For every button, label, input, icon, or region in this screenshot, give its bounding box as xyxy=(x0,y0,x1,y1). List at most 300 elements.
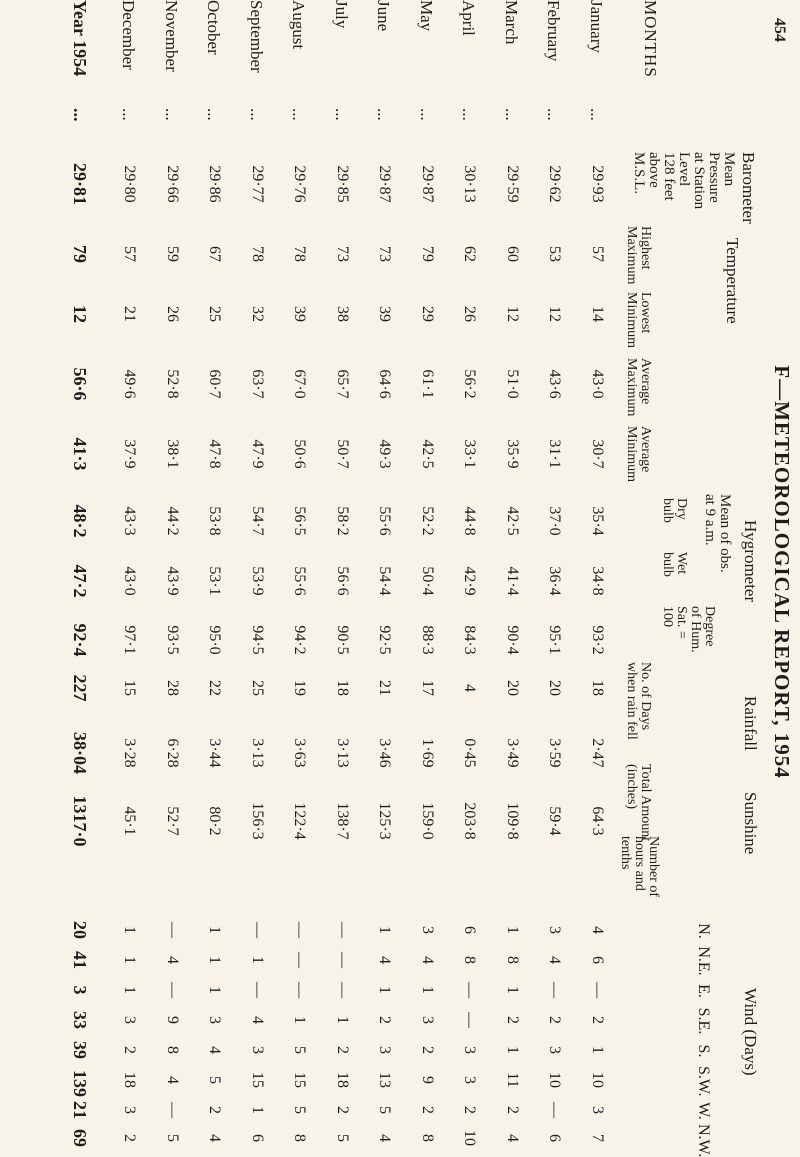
table-cell: 14 xyxy=(589,306,606,322)
table-cell: 4 xyxy=(546,956,564,964)
table-cell: 11 xyxy=(504,1072,521,1088)
table-cell: 30·7 xyxy=(589,439,606,469)
table-cell: 12 xyxy=(70,305,90,323)
table-cell: 122·4 xyxy=(291,802,309,840)
table-cell: 227 xyxy=(70,674,90,702)
table-cell: 10 xyxy=(589,1072,606,1088)
pressure-header xyxy=(631,152,736,209)
table-cell: 4 xyxy=(589,926,606,934)
table-cell: 32 xyxy=(249,306,266,322)
table-cell: 21 xyxy=(70,1101,90,1119)
table-cell: 51·0 xyxy=(504,369,521,399)
table-cell: 59 xyxy=(164,246,181,262)
month-text: May xyxy=(417,0,436,32)
leader-dots: ... xyxy=(162,108,181,121)
avg-min-header xyxy=(624,426,652,482)
table-cell: 53·1 xyxy=(206,566,224,596)
pressure-line: at Station xyxy=(691,152,707,210)
table-cell: 44·8 xyxy=(461,506,479,536)
table-cell: 1 xyxy=(504,986,521,994)
months-header: MONTHS xyxy=(641,0,660,78)
table-cell: 5 xyxy=(164,1134,181,1142)
table-cell: 3 xyxy=(70,985,90,995)
table-cell: 3 xyxy=(249,1046,266,1054)
leader-dots: ... xyxy=(289,108,309,121)
group-hygrometer: Hygrometer xyxy=(741,520,760,603)
header-line: when rain fell xyxy=(624,662,639,740)
table-cell: 29 xyxy=(419,306,436,322)
group-barometer: Barometer xyxy=(739,152,758,224)
table-cell: 8 xyxy=(504,956,521,964)
month-label xyxy=(289,0,309,121)
month-label xyxy=(501,0,521,121)
table-cell: 1 xyxy=(121,956,139,964)
wind-e-header: E. xyxy=(695,984,712,998)
month-label xyxy=(544,0,564,121)
table-cell: 34·8 xyxy=(589,566,606,596)
table-cell: 3 xyxy=(546,1046,564,1054)
table-cell: 4 xyxy=(206,1046,224,1054)
table-cell: 15 xyxy=(121,680,139,696)
rain-total-header xyxy=(624,764,652,841)
table-cell: 21 xyxy=(376,680,394,696)
table-cell: 9 xyxy=(419,1076,436,1084)
table-cell: 95·0 xyxy=(206,625,224,655)
table-cell: 48·2 xyxy=(70,504,90,538)
table-cell: 7 xyxy=(589,1134,606,1142)
table-cell: 2 xyxy=(419,1046,436,1054)
table-cell: 43·0 xyxy=(589,369,606,399)
table-cell: 37·0 xyxy=(546,506,564,536)
table-cell: 37·9 xyxy=(121,439,139,469)
table-cell: 3·46 xyxy=(376,738,394,768)
header-line: No. of Days xyxy=(638,662,653,731)
report-title: F—METEOROLOGICAL REPORT, 1954 xyxy=(770,365,794,779)
table-cell: 52·7 xyxy=(164,806,181,836)
leader-dots: ... xyxy=(502,108,521,121)
table-cell: 69 xyxy=(70,1129,90,1147)
table-cell: — xyxy=(164,982,181,998)
wind-sw-header: S.W. xyxy=(695,1066,712,1097)
table-cell: 1 xyxy=(121,926,139,934)
table-cell: 29·93 xyxy=(589,165,606,203)
header-line: Lowest xyxy=(638,292,653,334)
wind-n-header: N. xyxy=(695,923,712,939)
month-label xyxy=(374,0,394,121)
table-cell: 17 xyxy=(419,680,436,696)
table-cell: 43·3 xyxy=(121,506,139,536)
header-line: Minimum xyxy=(624,426,639,483)
table-cell: 29·86 xyxy=(206,165,224,203)
header-line: Mean of obs. xyxy=(717,494,733,573)
table-cell: 1 xyxy=(376,926,394,934)
table-cell: — xyxy=(291,982,309,998)
humidity-header xyxy=(660,606,716,653)
table-cell: 15 xyxy=(291,1072,309,1088)
table-cell: 50·7 xyxy=(334,439,351,469)
table-cell: 29·87 xyxy=(376,165,394,203)
pressure-line: Pressure xyxy=(706,152,722,203)
table-cell: 29·59 xyxy=(504,165,521,203)
table-cell: 20 xyxy=(70,921,90,939)
table-cell: 9 xyxy=(164,1016,181,1024)
table-cell: 35·9 xyxy=(504,439,521,469)
month-text: September xyxy=(247,0,266,73)
table-cell: 3 xyxy=(589,1106,606,1114)
table-cell: — xyxy=(249,922,266,938)
month-label xyxy=(119,0,139,121)
table-cell: 2 xyxy=(376,1016,394,1024)
table-cell: 38·04 xyxy=(70,731,90,774)
header-line: Total Amount xyxy=(638,764,653,842)
table-cell: 38 xyxy=(334,306,351,322)
table-cell: 47·8 xyxy=(206,439,224,469)
table-cell: 43·0 xyxy=(121,566,139,596)
table-cell: 125·3 xyxy=(376,802,394,840)
table-cell: 41·3 xyxy=(70,437,90,471)
table-cell: 1·69 xyxy=(419,738,436,768)
table-cell: 1 xyxy=(249,956,266,964)
table-cell: — xyxy=(291,922,309,938)
table-cell: 2 xyxy=(121,1134,139,1142)
leader-dots: ... xyxy=(204,108,224,121)
table-cell: 1 xyxy=(334,1016,351,1024)
table-cell: 38·1 xyxy=(164,439,181,469)
wind-s-header: S. xyxy=(695,1044,712,1058)
table-cell: 1 xyxy=(206,926,224,934)
table-cell: 4 xyxy=(461,684,479,692)
table-cell: 50·4 xyxy=(419,566,436,596)
month-text: March xyxy=(502,0,521,45)
header-line: Dry xyxy=(674,498,689,520)
table-cell: 5 xyxy=(291,1046,309,1054)
table-cell: 2 xyxy=(419,1106,436,1114)
table-cell: 4 xyxy=(376,1134,394,1142)
table-cell: 55·6 xyxy=(291,566,309,596)
table-cell: 59·4 xyxy=(546,806,564,836)
table-cell: 18 xyxy=(334,1072,351,1088)
page-number: 454 xyxy=(771,18,788,42)
table-cell: 41 xyxy=(70,951,90,969)
table-cell: 0·45 xyxy=(461,738,479,768)
group-rainfall: Rainfall xyxy=(741,696,760,751)
table-cell: 8 xyxy=(419,1134,436,1142)
sun-hours-header xyxy=(618,836,660,897)
table-cell: 2 xyxy=(589,1016,606,1024)
pressure-line: 128 feet xyxy=(661,152,677,201)
table-cell: 3 xyxy=(461,1076,479,1084)
wind-ne-header: N.E. xyxy=(695,946,712,976)
pressure-line: Level xyxy=(676,152,692,187)
table-cell: 88·3 xyxy=(419,625,436,655)
table-cell: 29·77 xyxy=(249,165,266,203)
leader-dots: ... xyxy=(459,108,479,121)
table-cell: 1 xyxy=(504,1046,521,1054)
table-cell: 2 xyxy=(504,1106,521,1114)
table-cell: 21 xyxy=(121,306,139,322)
table-cell: 94·2 xyxy=(291,625,309,655)
table-cell: 2 xyxy=(206,1106,224,1114)
table-cell: 44·2 xyxy=(164,506,181,536)
leader-dots: ... xyxy=(417,108,436,121)
table-cell: 1 xyxy=(206,956,224,964)
table-cell: 22 xyxy=(206,680,224,696)
table-cell: 8 xyxy=(164,1046,181,1054)
month-label xyxy=(161,0,181,121)
table-cell: 50·6 xyxy=(291,439,309,469)
table-cell: 55·6 xyxy=(376,506,394,536)
table-cell: 53·8 xyxy=(206,506,224,536)
table-cell: 8 xyxy=(461,956,479,964)
table-cell: 56·2 xyxy=(461,369,479,399)
month-label xyxy=(204,0,224,121)
month-text: June xyxy=(374,0,394,32)
leader-dots: ... xyxy=(587,108,606,121)
header-line: Sat. = xyxy=(674,606,689,639)
header-line: Degree xyxy=(702,606,717,647)
wind-se-header: S.E. xyxy=(695,1007,712,1035)
month-text: January xyxy=(587,0,606,53)
leader-dots: ... xyxy=(70,108,90,122)
table-cell: — xyxy=(461,982,479,998)
table-cell: 56·6 xyxy=(70,367,90,401)
table-cell: 3·63 xyxy=(291,738,309,768)
month-text: July xyxy=(332,0,351,29)
table-cell: 39 xyxy=(376,306,394,322)
header-line: at 9 a.m. xyxy=(702,494,718,546)
table-cell: 26 xyxy=(461,306,479,322)
table-cell: 3 xyxy=(121,1016,139,1024)
table-cell: 29·66 xyxy=(164,165,181,203)
table-cell: 10 xyxy=(461,1130,479,1146)
table-cell: 6 xyxy=(589,956,606,964)
table-cell: 57 xyxy=(589,246,606,262)
header-line: (inches) xyxy=(624,764,639,810)
table-cell: — xyxy=(546,1102,564,1118)
table-cell: 53 xyxy=(546,246,564,262)
table-cell: 3 xyxy=(419,926,436,934)
dry-bulb-header xyxy=(660,498,688,523)
header-line: Wet xyxy=(674,552,689,575)
table-cell: 4 xyxy=(376,956,394,964)
table-cell: 25 xyxy=(206,306,224,322)
table-cell: — xyxy=(334,952,351,968)
table-cell: 58·2 xyxy=(334,506,351,536)
table-cell: 60 xyxy=(504,246,521,262)
table-cell: 1 xyxy=(206,986,224,994)
group-wind: Wind (Days) xyxy=(741,988,760,1076)
table-cell: — xyxy=(546,982,564,998)
header-line: Average xyxy=(638,426,653,473)
table-cell: 54·7 xyxy=(249,506,266,536)
table-cell: 3·44 xyxy=(206,738,224,768)
leader-dots: ... xyxy=(247,108,266,121)
table-cell: 4 xyxy=(419,956,436,964)
table-cell: 139 xyxy=(70,1070,90,1097)
table-cell: 13 xyxy=(376,1072,394,1088)
table-cell: 78 xyxy=(291,246,309,262)
table-cell: 79 xyxy=(419,246,436,262)
table-cell: 43·6 xyxy=(546,369,564,399)
table-cell: 56·5 xyxy=(291,506,309,536)
group-sunshine: Sunshine xyxy=(741,792,760,855)
wind-w-header: W. xyxy=(695,1102,712,1120)
table-cell: 1 xyxy=(419,986,436,994)
table-cell: 6·28 xyxy=(164,738,181,768)
table-cell: 18 xyxy=(121,1072,139,1088)
month-label xyxy=(246,0,266,121)
month-text: August xyxy=(289,0,309,50)
table-cell: 1 xyxy=(291,1016,309,1024)
table-cell: 159·0 xyxy=(419,802,436,840)
leader-dots: ... xyxy=(119,108,139,121)
avg-max-header xyxy=(624,358,652,416)
table-cell: 30·13 xyxy=(461,165,479,203)
table-cell: 18 xyxy=(334,680,351,696)
table-cell: 1 xyxy=(121,986,139,994)
table-cell: 4 xyxy=(504,1134,521,1142)
leader-dots: ... xyxy=(544,108,564,121)
table-cell: 29·87 xyxy=(419,165,436,203)
leader-dots: ... xyxy=(374,108,394,121)
table-cell: 45·1 xyxy=(121,806,139,836)
table-cell: 93·2 xyxy=(589,625,606,655)
table-cell: 73 xyxy=(334,246,351,262)
table-cell: 41·4 xyxy=(504,566,521,596)
table-cell: 67·0 xyxy=(291,369,309,399)
table-cell: — xyxy=(291,952,309,968)
table-cell: 33·1 xyxy=(461,439,479,469)
table-cell: 4 xyxy=(206,1134,224,1142)
table-cell: 31·1 xyxy=(546,439,564,469)
table-cell: 79 xyxy=(70,245,90,263)
pressure-line: above xyxy=(646,152,662,188)
table-cell: 6 xyxy=(461,926,479,934)
table-cell: 25 xyxy=(249,680,266,696)
table-cell: 29·85 xyxy=(334,165,351,203)
table-cell: — xyxy=(249,982,266,998)
table-cell: 43·9 xyxy=(164,566,181,596)
table-cell: 1317·0 xyxy=(70,795,90,847)
table-cell: 42·5 xyxy=(419,439,436,469)
table-cell: 64·3 xyxy=(589,806,606,836)
table-cell: 20 xyxy=(504,680,521,696)
table-cell: 15 xyxy=(249,1072,266,1088)
header-line: bulb xyxy=(660,552,675,577)
table-cell: 138·7 xyxy=(334,802,351,840)
table-cell: 61·1 xyxy=(419,369,436,399)
table-cell: 39 xyxy=(70,1041,90,1059)
month-label xyxy=(416,0,436,121)
table-cell: 47·9 xyxy=(249,439,266,469)
table-cell: 62 xyxy=(461,246,479,262)
table-cell: — xyxy=(334,982,351,998)
table-cell: 92·4 xyxy=(70,623,90,657)
table-cell: 47·2 xyxy=(70,564,90,598)
table-cell: — xyxy=(461,1012,479,1028)
table-cell: 49·3 xyxy=(376,439,394,469)
table-cell: 6 xyxy=(546,1134,564,1142)
table-cell: 35·4 xyxy=(589,506,606,536)
group-temperature: Temperature xyxy=(723,238,742,324)
table-cell: 12 xyxy=(546,306,564,322)
table-cell: 8 xyxy=(291,1134,309,1142)
table-cell: 53·9 xyxy=(249,566,266,596)
year-label xyxy=(69,0,90,122)
table-cell: 42·9 xyxy=(461,566,479,596)
month-text: April xyxy=(459,0,479,36)
table-cell: 29·81 xyxy=(70,162,90,205)
table-cell: 12 xyxy=(504,306,521,322)
table-cell: 203·8 xyxy=(461,802,479,840)
table-cell: 67 xyxy=(206,246,224,262)
table-cell: 3 xyxy=(419,1016,436,1024)
table-cell: 94·5 xyxy=(249,625,266,655)
table-cell: 1 xyxy=(376,986,394,994)
highest-max-header xyxy=(624,226,652,284)
table-cell: 29·62 xyxy=(546,165,564,203)
header-line: Minimum xyxy=(624,292,639,349)
table-cell: 2 xyxy=(334,1106,351,1114)
table-cell: 2 xyxy=(546,1016,564,1024)
table-cell: 4 xyxy=(164,1076,181,1084)
table-cell: 39 xyxy=(291,306,309,322)
table-cell: 90·4 xyxy=(504,625,521,655)
table-cell: 56·6 xyxy=(334,566,351,596)
month-label xyxy=(331,0,351,121)
table-cell: 10 xyxy=(546,1072,564,1088)
table-cell: 2·47 xyxy=(589,738,606,768)
table-cell: — xyxy=(334,922,351,938)
table-cell: 28 xyxy=(164,680,181,696)
table-cell: 3 xyxy=(121,1106,139,1114)
table-cell: 2 xyxy=(504,1016,521,1024)
table-cell: 90·5 xyxy=(334,625,351,655)
table-cell: 3·13 xyxy=(249,738,266,768)
header-line: hours and xyxy=(632,836,647,891)
table-cell: — xyxy=(164,922,181,938)
month-text: Year 1954 xyxy=(70,0,90,77)
table-cell: 49·6 xyxy=(121,369,139,399)
table-cell: 3·59 xyxy=(546,738,564,768)
table-cell: — xyxy=(164,1102,181,1118)
pressure-line: M.S.L. xyxy=(631,152,647,195)
table-cell: 80·2 xyxy=(206,806,224,836)
month-text: December xyxy=(119,0,139,70)
table-cell: 64·6 xyxy=(376,369,394,399)
header-line: of Hum. xyxy=(688,606,703,653)
header-line: Average xyxy=(638,358,653,405)
table-cell: 4 xyxy=(164,956,181,964)
table-cell: 52·2 xyxy=(419,506,436,536)
header-line: Highest xyxy=(638,226,653,270)
table-cell: 3 xyxy=(461,1046,479,1054)
table-cell: 3·28 xyxy=(121,738,139,768)
table-cell: 2 xyxy=(121,1046,139,1054)
table-cell: 2 xyxy=(334,1046,351,1054)
table-cell: 5 xyxy=(376,1106,394,1114)
rain-days-header xyxy=(624,662,652,740)
table-cell: 92·5 xyxy=(376,625,394,655)
table-cell: 19 xyxy=(291,680,309,696)
table-cell: 73 xyxy=(376,246,394,262)
table-cell: — xyxy=(589,982,606,998)
table-cell: 60·7 xyxy=(206,369,224,399)
table-cell: 1 xyxy=(249,1106,266,1114)
table-cell: 3 xyxy=(206,1016,224,1024)
table-cell: 36·4 xyxy=(546,566,564,596)
header-line: Maximum xyxy=(624,358,639,417)
